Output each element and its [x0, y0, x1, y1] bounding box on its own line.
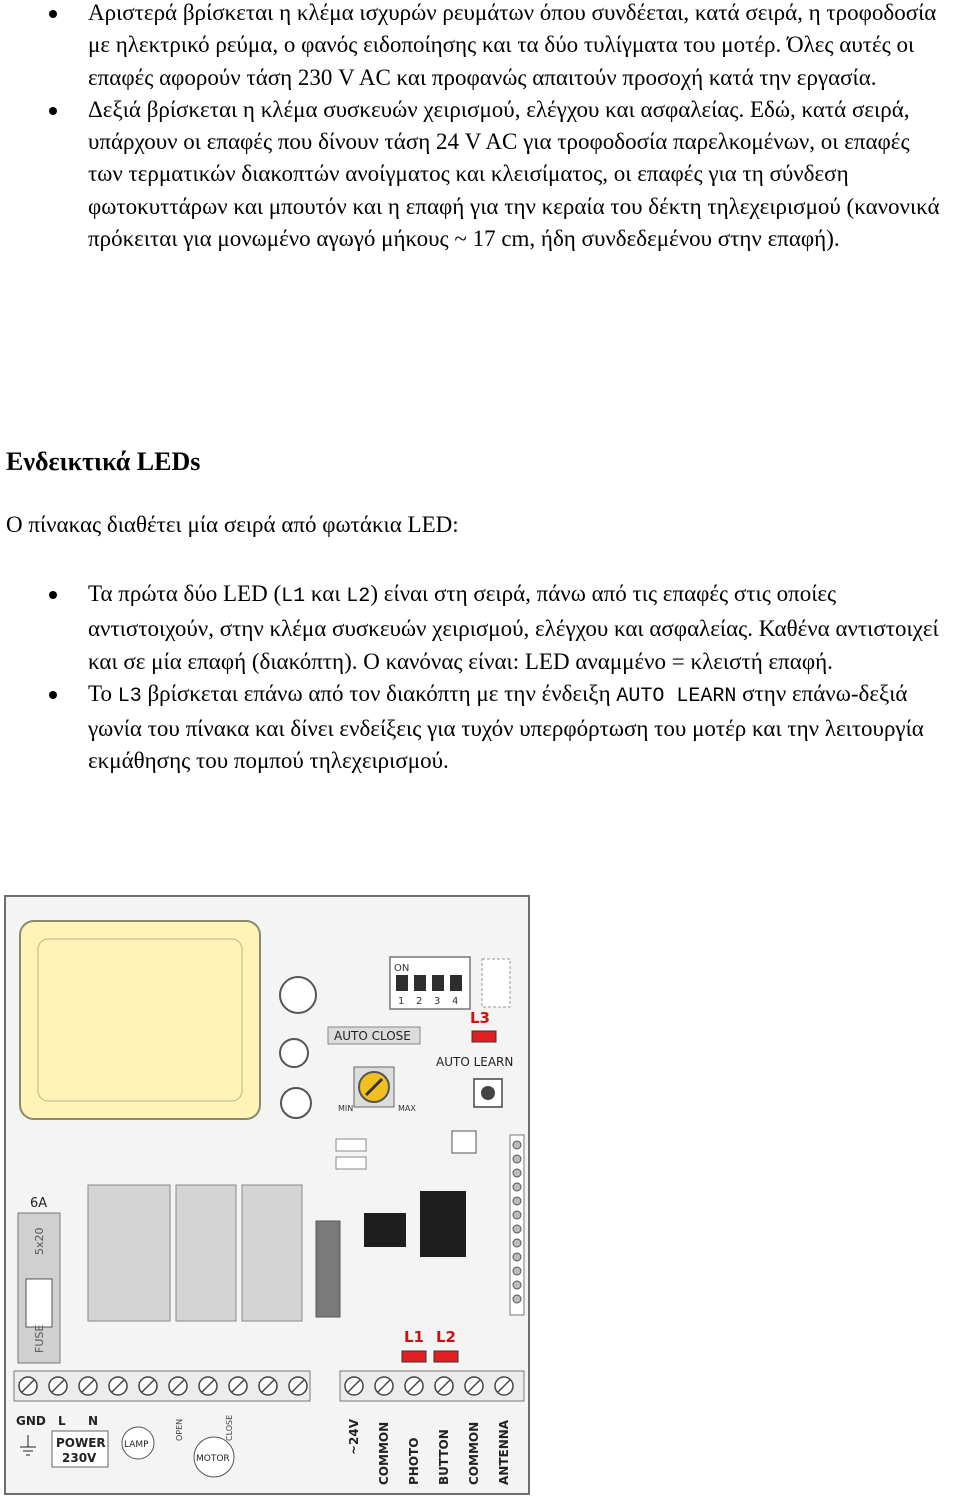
- header-pin: [513, 1239, 521, 1247]
- dip-lever: [396, 975, 408, 991]
- led-l2-label: L2: [436, 1328, 456, 1346]
- terminal-description-list: [0, 0, 960, 255]
- header-pin: [513, 1141, 521, 1149]
- dip-lever: [432, 975, 444, 991]
- resistor: [336, 1157, 366, 1169]
- led-description-list: [0, 578, 960, 778]
- fuse-label: FUSE: [33, 1324, 46, 1353]
- text-fragment: Το: [88, 680, 118, 706]
- section-heading: Ενδεικτικά LEDs: [6, 447, 201, 476]
- component: [452, 1131, 476, 1153]
- code-l2: L2: [346, 585, 371, 608]
- list-item: [0, 678, 960, 778]
- fuse: [26, 1279, 52, 1327]
- list-item-text: Δεξιά βρίσκεται η κλέμα συσκευών χειρισμού, ελέγχου και ασφαλείας. Εδώ, κατά σειρά, υπάρχουν οι επαφές που δίνουν τάση 24 V AC για τροφοδοσία παρελκομένων, οι επαφές των τερματικών διακοπτών ανοίγματος και κλεισίματος, οι επαφές για τη σύνδεση φωτοκυττάρων και μπουτόν και η επαφή για την κεραία του δέκτη τηλεχειρισμού (κανονικά πρόκειται για μονωμένο αγωγό μήκους ~ 17 cm, ήδη συνδεδεμένου στην επαφή).: [88, 96, 940, 252]
- motor-close-label: CLOSE: [225, 1414, 234, 1441]
- header-pin: [513, 1225, 521, 1233]
- auto-learn-label: AUTO LEARN: [436, 1055, 514, 1069]
- text-fragment: βρίσκεται επάνω από τον διακόπτη με την ένδειξη: [141, 680, 617, 706]
- code-l1: L1: [281, 585, 306, 608]
- header-pin: [513, 1267, 521, 1275]
- power-label: POWER: [56, 1436, 106, 1450]
- led-l2: [434, 1351, 458, 1362]
- header-pin: [513, 1295, 521, 1303]
- terminal-gnd-label: GND: [16, 1414, 46, 1428]
- dip-number: 3: [434, 996, 441, 1007]
- terminal-photo-label: PHOTO: [407, 1437, 421, 1485]
- varistor: [316, 1221, 340, 1317]
- terminal-n-label: N: [88, 1414, 99, 1428]
- section-intro: Ο πίνακας διαθέτει μία σειρά από φωτάκια LED:: [6, 512, 459, 537]
- dip-on-label: ON: [394, 963, 410, 974]
- text-fragment: ) είναι στη σειρά, πάνω από τις επαφές στις οποίες αντιστοιχούν, στην κλέμα συσκευών χειρισμού, ελέγχου και ασφαλείας. Καθένα αντιστοιχεί και σε μία επαφή (διακόπτη). Ο κανόνας είναι: LED αναμμένο = κλειστή επαφή.: [88, 581, 939, 674]
- led-l3-label: L3: [470, 1009, 490, 1027]
- led-l3: [472, 1031, 496, 1042]
- dip-lever: [450, 975, 462, 991]
- list-item-text: Αριστερά βρίσκεται η κλέμα ισχυρών ρευμάτων όπου συνδέεται, κατά σειρά, η τροφοδοσία με ηλεκτρικό ρεύμα, ο φανός ειδοποίησης και τα δύο τυλίγματα του μοτέρ. Όλες αυτές οι επαφές αφορούν τάση 230 V AC και προφανώς απαιτούν προσοχή κατά την εργασία.: [88, 0, 937, 90]
- lamp-label: LAMP: [124, 1440, 149, 1450]
- fuse-rating-label: 6A: [30, 1196, 48, 1211]
- auto-learn-button-cap: [481, 1086, 495, 1100]
- component-outline: [482, 959, 510, 1007]
- resistor: [336, 1139, 366, 1151]
- relay: [176, 1185, 236, 1321]
- dip-lever: [414, 975, 426, 991]
- header-pin: [513, 1197, 521, 1205]
- auto-close-label: AUTO CLOSE: [334, 1029, 411, 1043]
- dip-number: 4: [452, 996, 459, 1007]
- list-item: [0, 578, 960, 678]
- terminal-l-label: L: [58, 1414, 66, 1428]
- transformer: [20, 921, 260, 1119]
- text-fragment: Τα πρώτα δύο LED (: [88, 581, 282, 606]
- header-pin: [513, 1211, 521, 1219]
- code-auto-learn: AUTO LEARN: [616, 684, 737, 708]
- control-board-figure: [4, 895, 530, 1495]
- capacitor: [281, 1088, 311, 1118]
- bullet-dot: [49, 691, 57, 699]
- power-voltage-label: 230V: [62, 1451, 97, 1465]
- header-pin: [513, 1169, 521, 1177]
- text-fragment: στην επάνω-δεξιά γωνία του πίνακα και δίνει ενδείξεις για τυχόν υπερφόρτωση του μοτέρ και την λειτουργία εκμάθησης του πομπού τηλεχειρισμού.: [88, 680, 924, 774]
- text-fragment: και: [305, 581, 347, 606]
- terminal-button-label: BUTTON: [437, 1429, 451, 1485]
- terminal-common-label: COMMON: [377, 1421, 391, 1485]
- header-pin: [513, 1253, 521, 1261]
- bullet-dot: [49, 107, 57, 115]
- terminal-antenna-label: ANTENNA: [497, 1419, 511, 1485]
- trimmer-min-label: MIN: [338, 1104, 354, 1113]
- terminal-common-label: COMMON: [467, 1421, 481, 1485]
- control-board-diagram: [4, 895, 530, 1495]
- led-l1: [402, 1351, 426, 1362]
- header-pin: [513, 1183, 521, 1191]
- list-item: [0, 94, 960, 255]
- bullet-dot: [49, 10, 57, 18]
- capacitor: [280, 977, 316, 1013]
- terminal-24v-label: ~24V: [347, 1418, 361, 1455]
- motor-label: MOTOR: [196, 1454, 230, 1464]
- header-pin: [513, 1155, 521, 1163]
- header-pin: [513, 1281, 521, 1289]
- capacitor: [280, 1039, 308, 1067]
- relay: [88, 1185, 170, 1321]
- motor-open-label: OPEN: [175, 1418, 184, 1441]
- relay: [242, 1185, 302, 1321]
- dip-number: 1: [398, 996, 405, 1007]
- code-l3: L3: [117, 684, 142, 708]
- ic-chip: [420, 1191, 466, 1257]
- led-l1-label: L1: [404, 1328, 424, 1346]
- list-item: [0, 0, 960, 94]
- dip-number: 2: [416, 996, 423, 1007]
- fuse-size-label: 5x20: [33, 1227, 46, 1255]
- trimmer-max-label: MAX: [398, 1104, 416, 1113]
- ic-chip: [364, 1213, 406, 1247]
- bullet-dot: [49, 591, 57, 599]
